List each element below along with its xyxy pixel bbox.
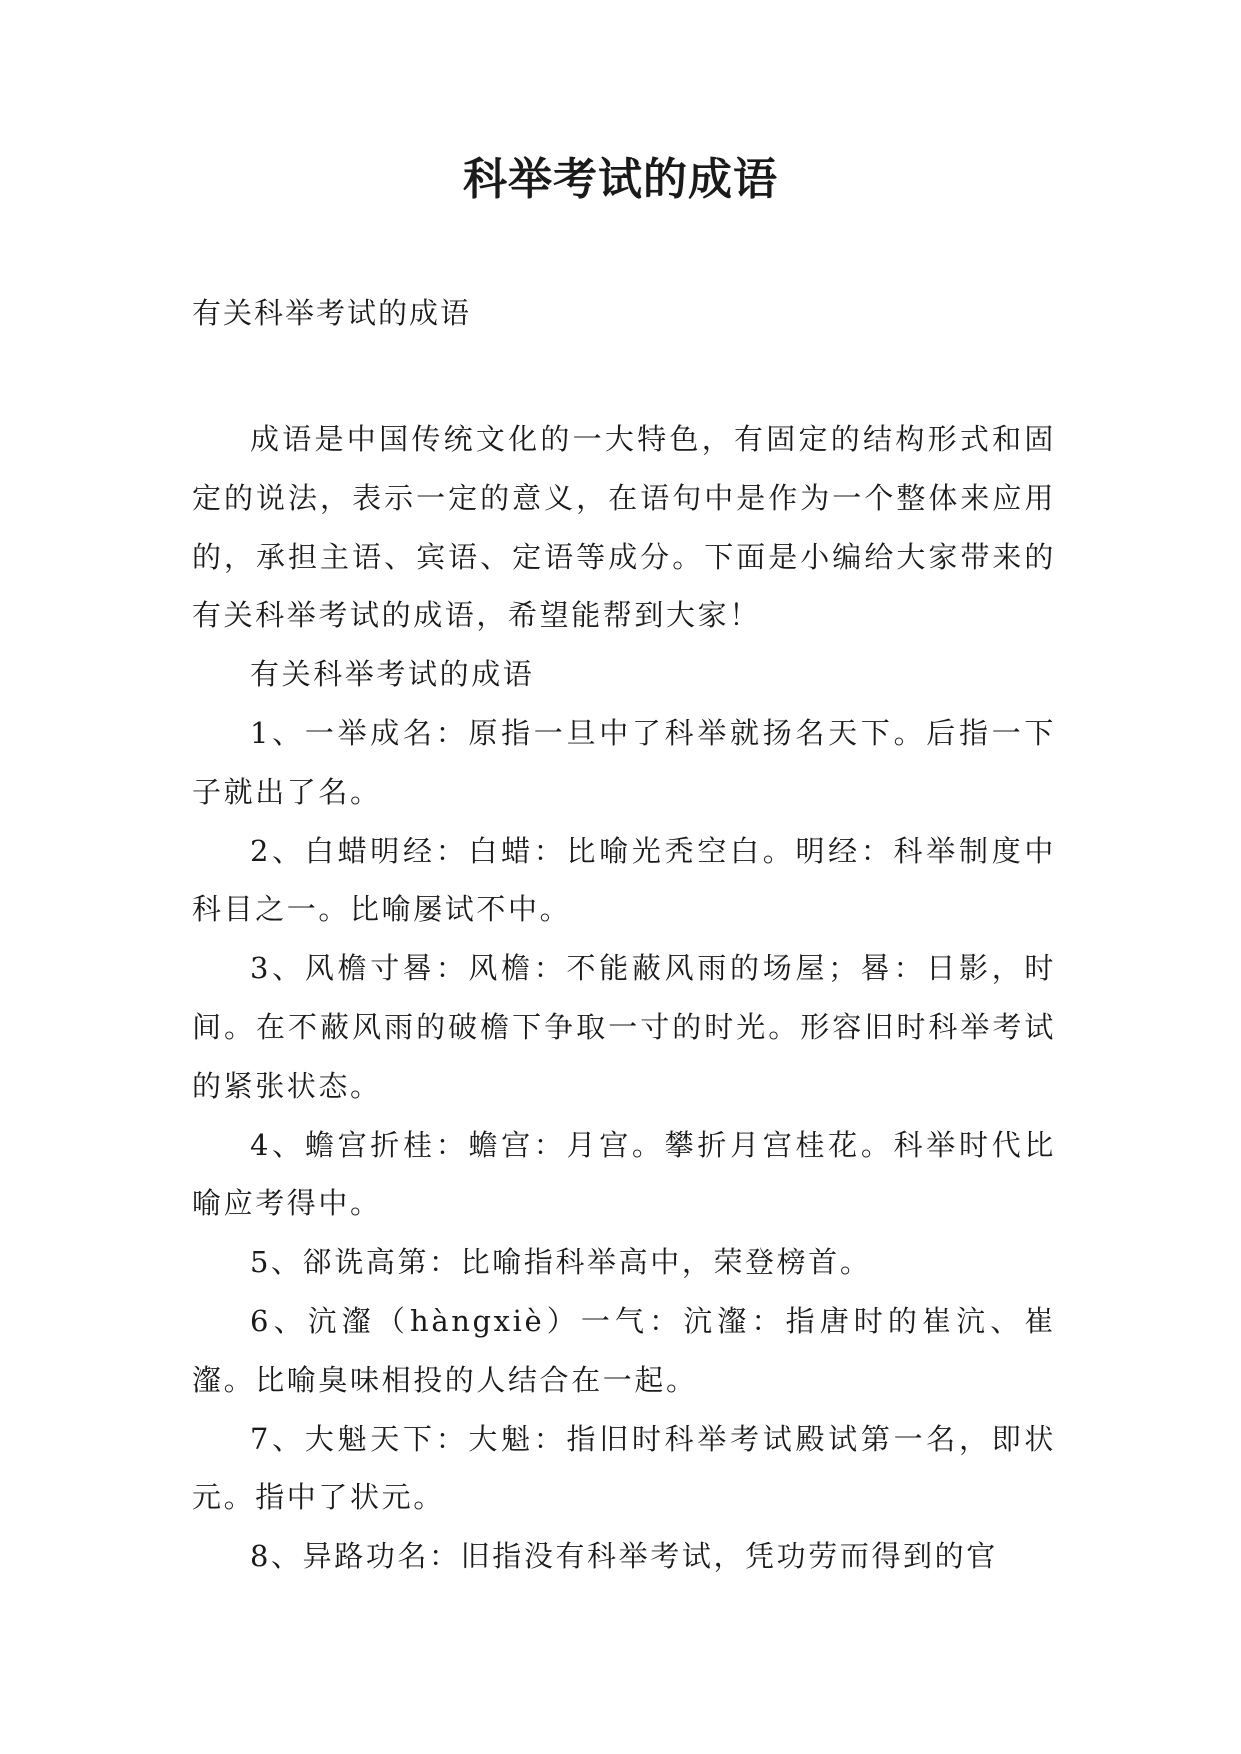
idiom-item-3: 3、风檐寸晷：风檐：不能蔽风雨的场屋；晷：日影，时间。在不蔽风雨的破檐下争取一寸的时光。形容旧时科举考试的紧张状态。: [192, 951, 1056, 1103]
intro-paragraph: 成语是中国传统文化的一大特色，有固定的结构形式和固定的说法，表示一定的意义，在语句中是作为一个整体来应用的，承担主语、宾语、定语等成分。下面是小编给大家带来的有关科举考试的成语，希望能帮到大家！: [192, 422, 1056, 633]
idiom-item-7: 7、大魁天下：大魁：指旧时科举考试殿试第一名，即状元。指中了状元。: [192, 1421, 1056, 1515]
document-subtitle: 有关科举考试的成语: [192, 296, 472, 330]
document-body: [192, 410, 1056, 1586]
document-title: 科举考试的成语: [463, 154, 778, 205]
idiom-item-5: 5、郤诜高第：比喻指科举高中，荣登榜首。: [250, 1245, 872, 1280]
idiom-item-2: 2、白蜡明经：白蜡：比喻光秃空白。明经：科举制度中科目之一。比喻屡试不中。: [192, 833, 1056, 927]
idiom-item-8: 8、异路功名：旧指没有科举考试，凭功劳而得到的官: [250, 1539, 998, 1574]
idiom-item-1: 1、一举成名：原指一旦中了科举就扬名天下。后指一下子就出了名。: [192, 715, 1056, 809]
idiom-item-4: 4、蟾宫折桂：蟾宫：月宫。攀折月宫桂花。科举时代比喻应考得中。: [192, 1127, 1056, 1221]
idiom-item-6: 6、沆瀣（hàngxiè）一气：沆瀣：指唐时的崔沆、崔瀣。比喻臭味相投的人结合在一起。: [192, 1303, 1056, 1397]
section-heading: 有关科举考试的成语: [250, 657, 535, 692]
